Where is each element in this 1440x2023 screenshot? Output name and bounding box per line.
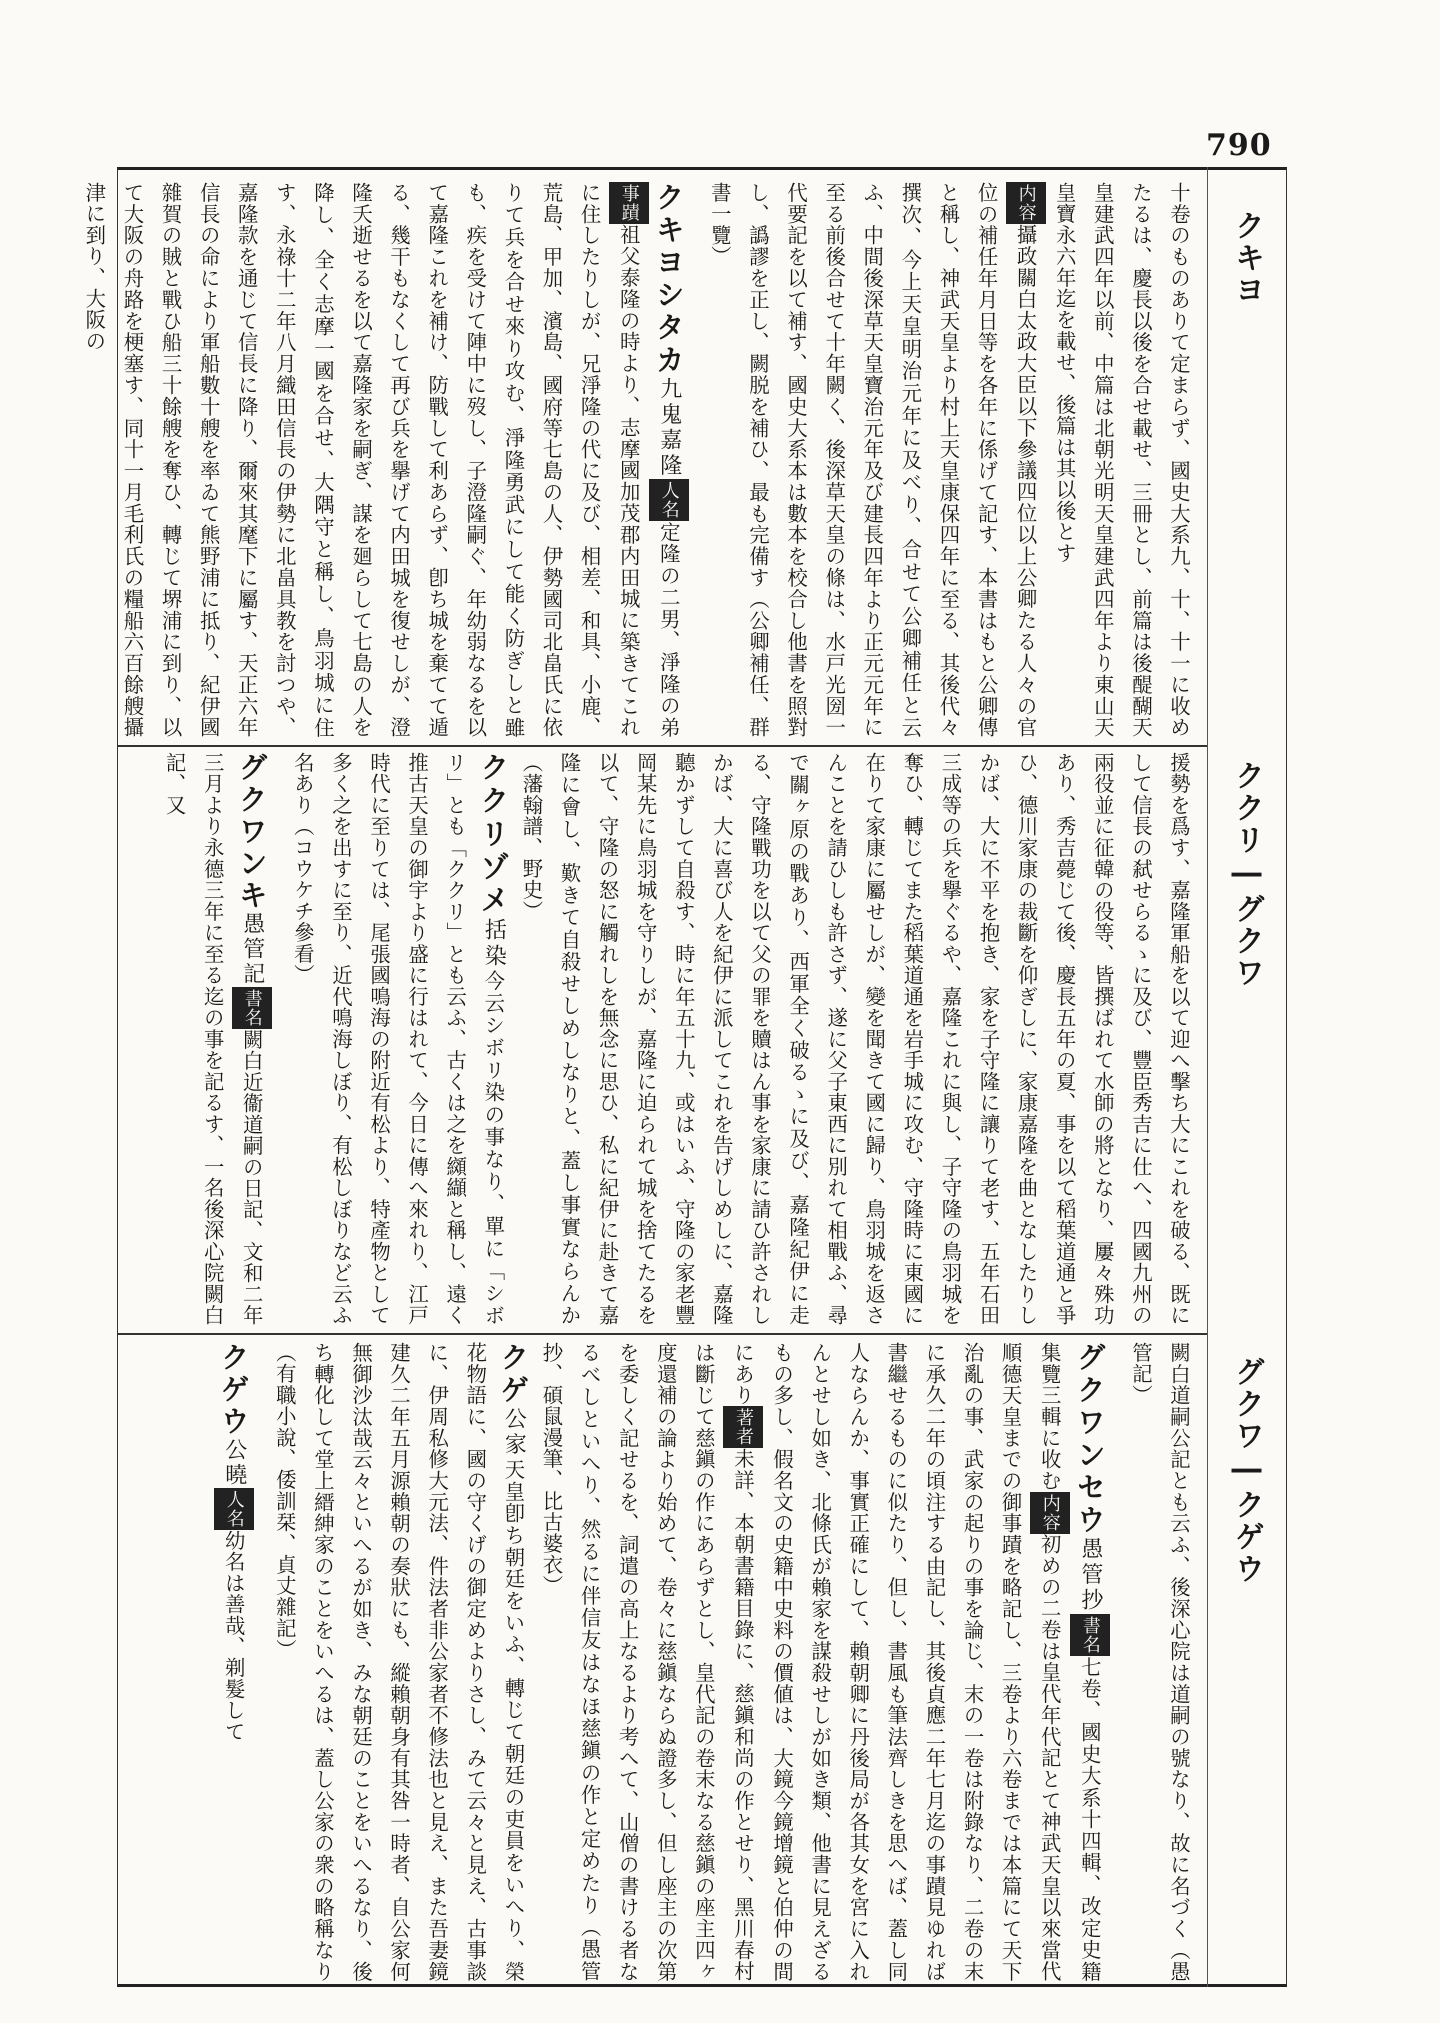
middle-band bbox=[128, 752, 1198, 1326]
entry-kugyo bbox=[214, 1342, 266, 1982]
section-tag: 人名 bbox=[214, 1488, 254, 1530]
entry-heading: グクワンキ bbox=[234, 752, 269, 913]
paragraph-text: 攝政關白太政大臣以下參議四位以上公卿たる人々の官位の補任年月日等を各年に係げて記す、本書はもと公卿傳と稱し、神武天皇より村上天皇康保四年に至る、其後代々撰次、今上天皇明治元年に及べり、合せて公卿補任と云ふ、中間後深草天皇寶治元年及び建長四年より正元元年に至る前後合せて十年闕く、後深草天皇の條は、水戸光圀一代要記を以て補す、國史大系本は數本を校合し他書を照對し、譌謬を正し、闕脱を補ひ、最も完備す（公卿補任、群書一覽） bbox=[707, 182, 1038, 738]
paragraph-text: 幼名は善哉、剃髮して bbox=[221, 1530, 246, 1742]
entry-kanji: 愚管記 bbox=[239, 912, 265, 988]
entry-kanji: 愚管抄 bbox=[1077, 1537, 1103, 1614]
section-tag: 内容 bbox=[1006, 182, 1046, 224]
middle-band-paragraph-1: 援勢を爲す、嘉隆軍船を以て迎へ擊ち大にこれを破る、既にして信長の弑せらるゝに及び、豐臣秀吉に仕へ、四國九州の兩役並に征韓の役等、皆撰ばれて水師の將となり、屢々殊功あり、秀吉薨じて後、慶長五年の夏、事を以て稻葉道通と爭ひ、德川家康の裁斷を仰ぎしに、家康嘉隆を曲となしたりしかば、大に不平を抱き、家を子守隆に讓りて老す、五年石田三成等の兵を擧ぐるや、嘉隆これに與し、子守隆の鳥羽城を奪ひ、轉じてまた稻葉道通を岩手城に攻む、守隆時に東國に在りて家康に屬せしが、變を聞きて國に歸り、鳥羽城を返さんことを請ひしも許さず、遂に父子東西に別れて相戰ふ、尋で關ヶ原の戰あり、西軍全く破るゝに及び、嘉隆紀伊に走る、守隆戰功を以て父の罪を贖はん事を家康に請ひ許されしかば、大に喜び人を紀伊に派してこれを告げしめしに、嘉隆聽かずして自殺す、時に年五十九、或はいふ、守隆の家老豐岡某先に鳥羽城を守りしが、嘉隆に迫られて城を捨てたるを以て、守隆の怒に觸れしを無念に思ひ、私に紀伊に赴きて嘉隆に會し、歎きて自殺せしめしなりと、蓋し事實ならんか（藩翰譜、野史） bbox=[519, 752, 1191, 1326]
top-band-paragraph-2 bbox=[701, 182, 1046, 738]
paragraph-text: 未詳、本朝書籍目錄に、慈鎭和尚の作とせり、黑川春村は斷じて慈鎭の作にあらずとし、皇代記の卷末なる慈鎭の座主四ヶ度還補の論より始めて、卷々に慈鎭ならぬ證多し、但し座主の次第を委しく記せるを、詞遣の高上なるより考へて、山僧の書ける者なるべしといへり、然るに伴信友はなほ慈鎭の作と定めたり（愚管抄、碩鼠漫筆、比古婆衣） bbox=[539, 1342, 755, 1982]
entry-kanji: 公曉 bbox=[221, 1438, 247, 1488]
bottom-band-paragraph-1: 闕白道嗣公記とも云ふ、後深心院は道嗣の號なり、故に名づく（愚管記） bbox=[1128, 1342, 1191, 1982]
paragraph-text: 七卷、國史大系十四輯、改定史籍集覽三輯に收む bbox=[1037, 1342, 1102, 1982]
entry-gukwansho bbox=[532, 1342, 1121, 1982]
header-column-rule bbox=[1207, 167, 1208, 1987]
paragraph-text: 闕白近衞道嗣の日記、文和二年三月より永德三年に至る迄の事を記るす、一名後深心院闕白記、又 bbox=[162, 752, 264, 1326]
entry-heading: クゲ bbox=[496, 1342, 531, 1408]
top-band-paragraph-1: 十卷のものありて定まらず、國史大系九、十、十一に收めたるは、慶長以後を合せ載せ、三冊とし、前篇は後醍醐天皇建武四年以前、中篇は北朝光明天皇建武四年より東山天皇寶永六年迄を載せ、後篇は其以後とす bbox=[1052, 182, 1191, 738]
running-head-middle: ククリ―グクワ bbox=[1229, 760, 1264, 989]
section-tag: 事蹟 bbox=[609, 182, 649, 224]
entry-kanji: 九鬼嘉隆 bbox=[656, 377, 682, 479]
top-band bbox=[82, 182, 1198, 738]
band-divider-bottom bbox=[117, 1333, 1207, 1335]
entry-gukwanki bbox=[155, 752, 283, 1326]
section-tag: 書名 bbox=[1070, 1614, 1110, 1656]
section-tag: 人名 bbox=[649, 479, 689, 521]
paragraph-text: 天皇卽ち朝廷をいふ、轉じて朝廷の吏員をいへり、榮花物語に、國の守くげの御定めよりさし、みて云々と見え、古事談に、伊周私修大元法、件法者非公家者不修法也と見え、また吾妻鏡建久二年五月源賴朝の奏狀にも、縱賴朝身有其咎一時者、自公家何無御沙汰哉云々といへるが如き、みな朝廷のことをいへるなり、後ち轉化して堂上縉紳家のことをいへるは、蓋し公家の衆の略稱なり（有職小說、倭訓栞、貞丈雜記） bbox=[272, 1342, 526, 1983]
page-number: 790 bbox=[1206, 128, 1272, 163]
entry-heading: ククリゾメ bbox=[476, 752, 511, 918]
entry-kukiyoshitaka bbox=[75, 182, 701, 738]
entry-kanji: 公家 bbox=[501, 1407, 527, 1459]
bottom-band bbox=[128, 1342, 1198, 1982]
paragraph-text: 祖父泰隆の時より、志摩國加茂郡内田城に築きてこれに住したりしが、兄淨隆の代に及び、相差、和具、小鹿、荒島、甲加、濱島、國府等七島の人、伊勢國司北畠氏に依りて兵を合せ來り攻む、淨隆勇武にして能く防ぎしと雖も、疾を受けて陣中に歿し、子澄隆嗣ぐ、年幼弱なるを以て嘉隆これを補け、防戰して利あらず、卽ち城を棄てて遁る、幾干もなくして再び兵を擧げて内田城を復せしが、澄隆夭逝せるを以て嘉隆家を嗣ぎ、謀を廻らして七島の人を降し、全く志摩一國を合せ、大隅守と稱し、鳥羽城に住す、永祿十二年八月織田信長の伊勢に北畠具教を討つや、嘉隆款を通じて信長に降り、爾來其麾下に屬す、天正六年信長の命により軍船數十艘を率ゐて熊野浦に抵り、紀伊國雜賀の賊と戰ひ船三十餘艘を奪ひ、轉じて堺浦に到り、以て大阪の舟路を梗塞す、同十一月毛利氏の糧船六百餘艘攝津に到り、大阪の bbox=[82, 182, 641, 738]
running-head-top: クキヨ bbox=[1229, 210, 1264, 306]
running-head-bottom: グクワ―クゲウ bbox=[1229, 1356, 1264, 1585]
entry-heading: グクワンセウ bbox=[1072, 1342, 1107, 1538]
section-tag: 内容 bbox=[1030, 1492, 1070, 1534]
entry-kanji: 括染 bbox=[481, 917, 507, 970]
paragraph-text: 定隆の二男、淨隆の弟 bbox=[656, 521, 681, 738]
entry-heading: クゲウ bbox=[216, 1342, 251, 1438]
band-divider-top bbox=[117, 745, 1207, 747]
paragraph-text: 今云シボリ染の事なり、單に「シボリ」とも「ククリ」とも云ふ、古くは之を纐纈と稱し、遠く推古天皇の御宇より盛に行はれて、今日に傳へ來れり、江戸時代に至りては、尾張國鳴海の附近有松より、特產物として多く之を出すに至り、近代鳴海しぼり、有松しぼりなど云ふ名あり（コウケチ參看） bbox=[290, 752, 506, 1327]
entry-heading: クキヨシタカ bbox=[651, 182, 686, 377]
entry-kuge bbox=[266, 1342, 533, 1982]
section-tag: 著者 bbox=[723, 1406, 763, 1448]
entry-kukurizome bbox=[284, 752, 513, 1326]
paragraph-text: 初めの二卷は皇代年代記とて神武天皇以來當代順德天皇までの御事蹟を略記し、三卷より六卷までは本篇にて天下治亂の事、武家の起りの事を論じ、末の一卷は附錄なり、二卷の末に承久二年の頃注する由記し、其後貞應二年七月迄の事蹟見ゆれば書繼せるものに似たり、但し、書風も筆法齊しきを思へば、蓋し同人ならんか、事實正確にして、賴朝卿に丹後局が各其女を宮に入れんとせし如き、北條氏が賴家を謀殺せしが如き類、他書に見えざるもの多し、假名文の史籍中史料の價値は、大鏡今鏡增鏡と伯仲の間にあり bbox=[730, 1342, 1062, 1982]
section-tag: 書名 bbox=[232, 987, 272, 1029]
